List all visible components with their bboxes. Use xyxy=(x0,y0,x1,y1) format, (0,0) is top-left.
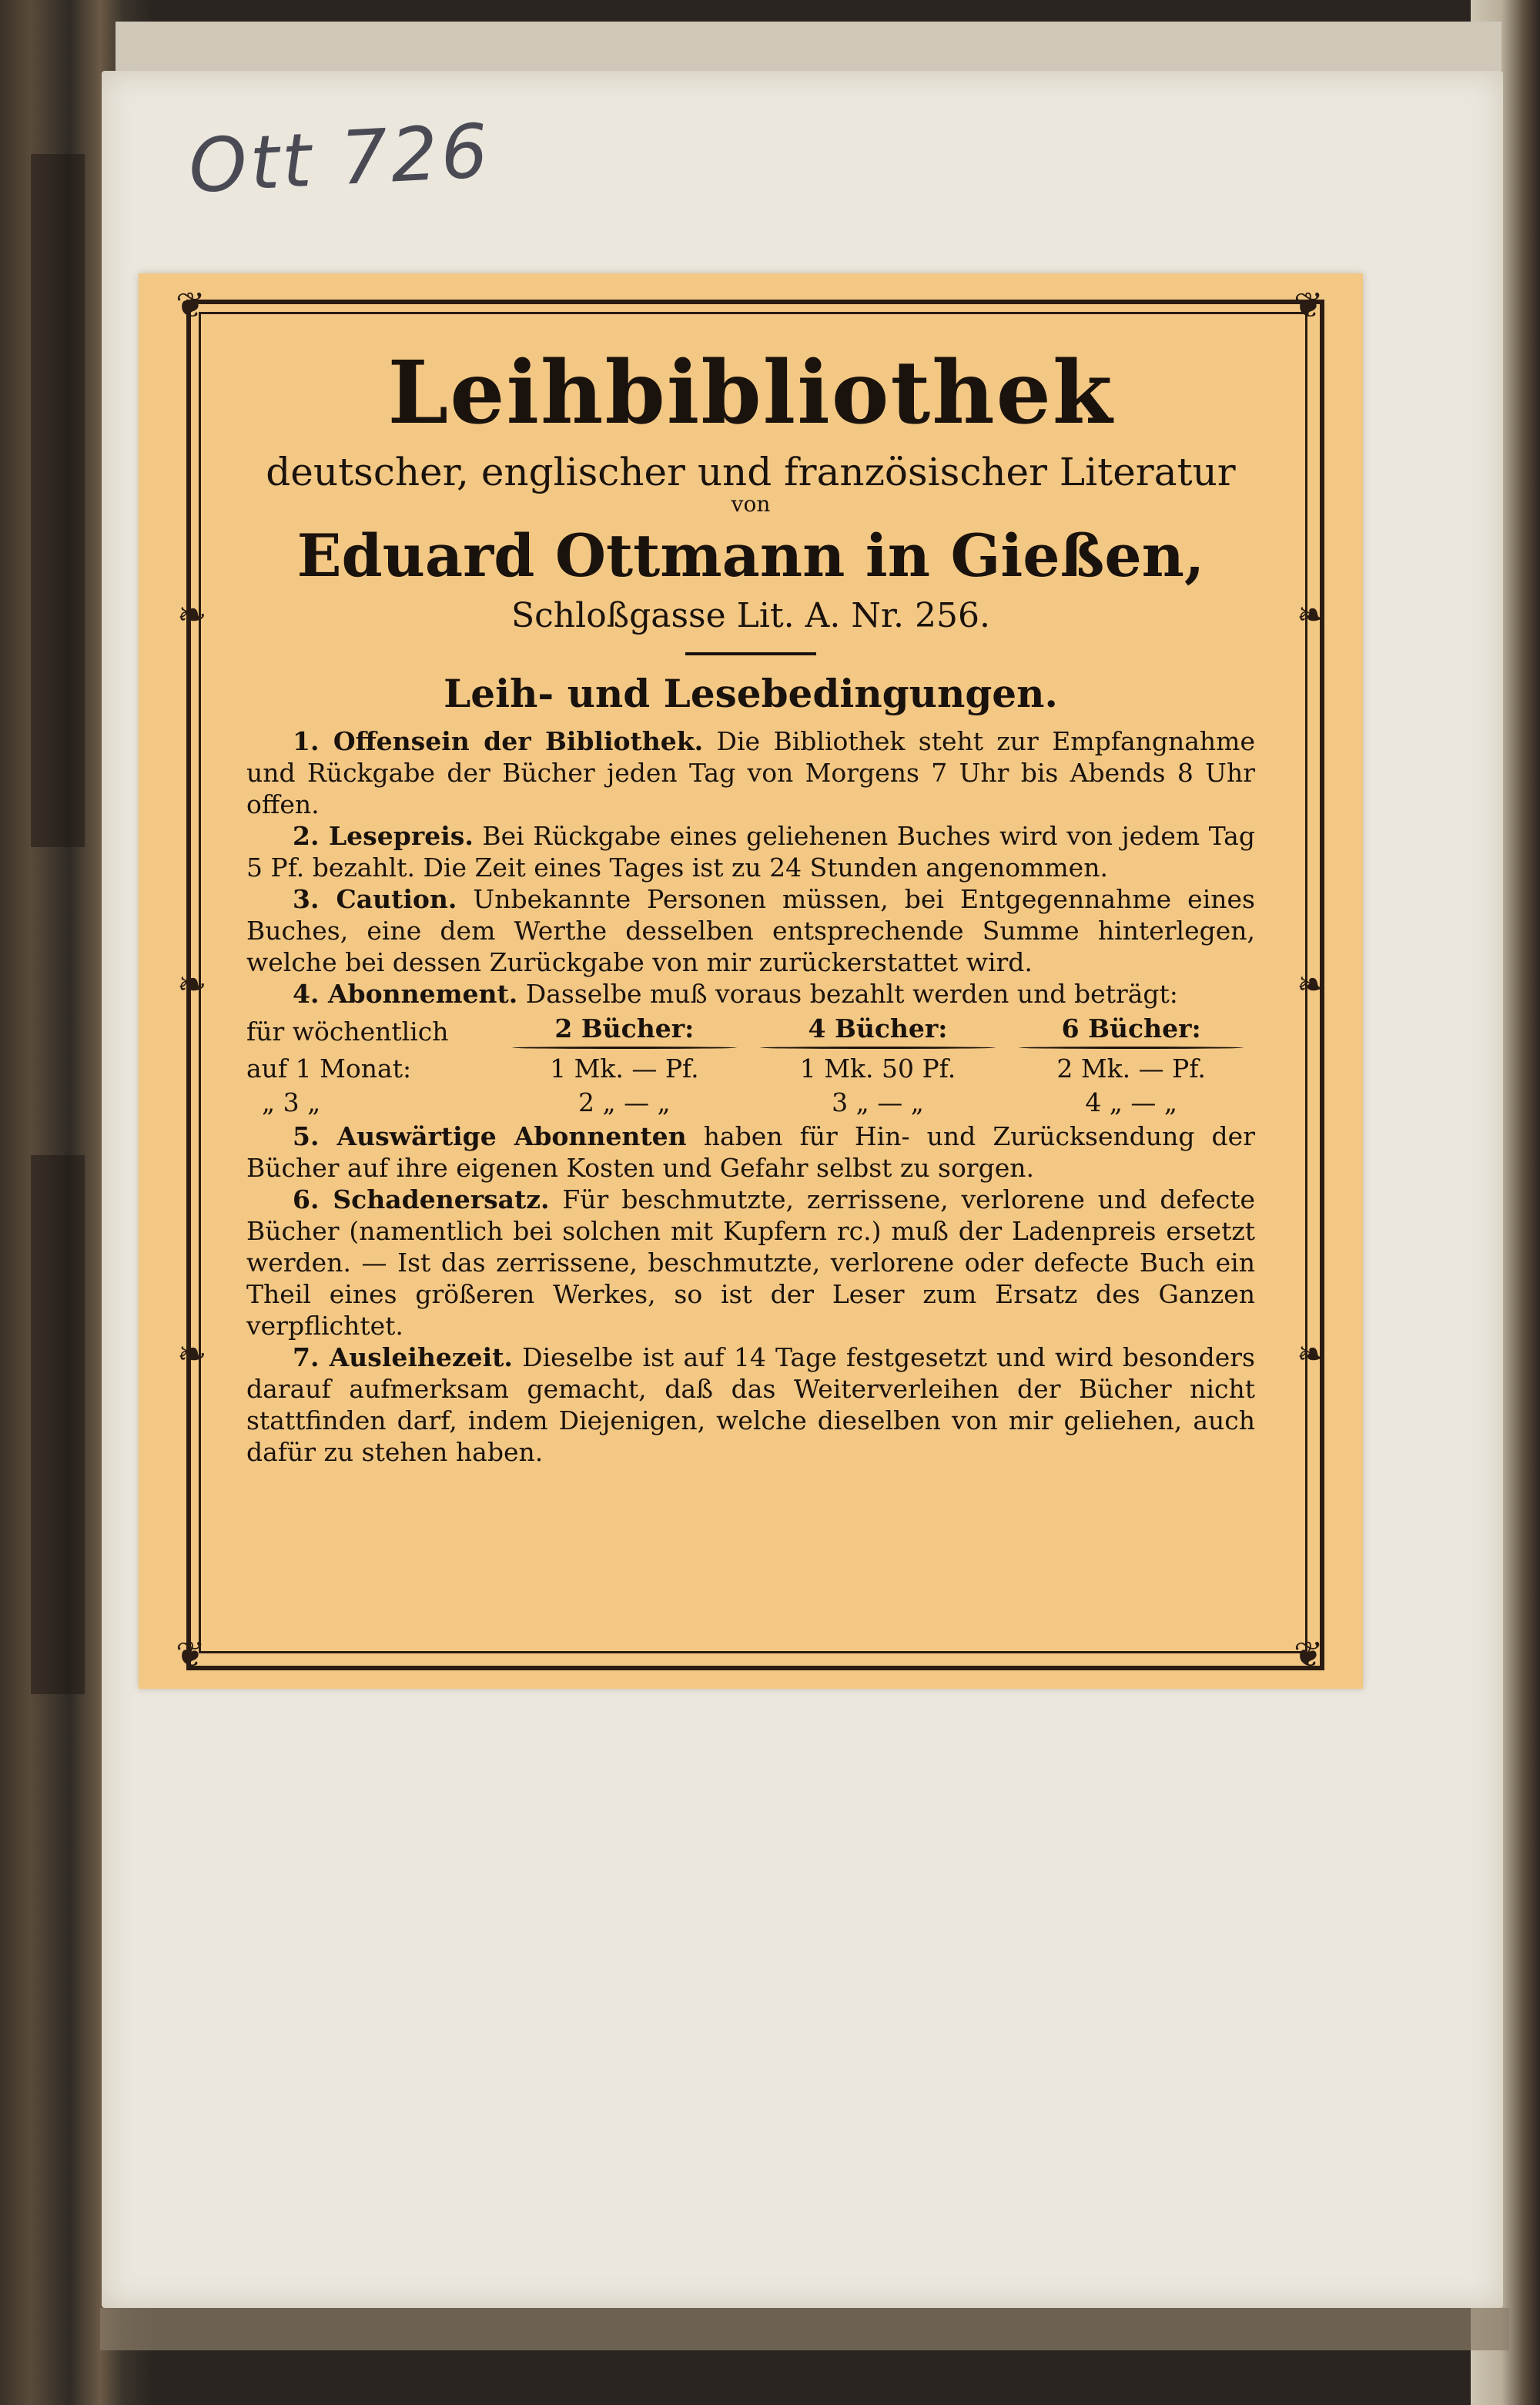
side-ornament-icon: ❧ xyxy=(1297,963,1327,1005)
conditions-heading: Leih- und Lesebedingungen. xyxy=(444,671,1058,716)
divider xyxy=(685,652,816,655)
side-ornament-icon: ❧ xyxy=(1297,1333,1327,1375)
rule-6-title: 6. Schadenersatz. xyxy=(293,1184,550,1214)
spine-wear xyxy=(31,1155,85,1694)
rule-2-title: 2. Lesepreis. xyxy=(293,821,474,851)
library-label xyxy=(139,273,1363,1689)
rule-3-title: 3. Caution. xyxy=(293,884,457,914)
table-cell-period: auf 1 Monat: xyxy=(246,1053,412,1084)
rule-2-text: Bei Rückgabe eines geliehenen Buches wird von jedem Tag 5 Pf. bezahlt. Die Zeit eines Tages ist zu 24 Stunden angenommen. xyxy=(246,821,1255,883)
side-ornament-icon: ❧ xyxy=(1297,594,1327,635)
rule-4-title: 4. Abonnement. xyxy=(293,979,518,1009)
rule-3-text: Unbekannte Personen müssen, bei Entgegennahme eines Buches, eine dem Werthe desselben entsprechende Summe hinterlegen, welche bei dessen Zurückgabe von mir zurückerstattet wird. xyxy=(246,884,1255,977)
rule-7 xyxy=(246,1342,1255,1468)
corner-ornament-icon: ❦ xyxy=(176,1633,206,1675)
table-cell: 1 Mk. 50 Pf. xyxy=(799,1053,956,1084)
side-ornament-icon: ❧ xyxy=(177,963,207,1005)
table-cell-period: „ 3 „ xyxy=(262,1087,321,1117)
label-subtitle: deutscher, englischer und französischer Literatur xyxy=(266,450,1236,494)
rule-3 xyxy=(246,883,1255,978)
side-ornament-icon: ❧ xyxy=(177,594,207,635)
handwritten-shelfmark: Ott 726 xyxy=(186,107,494,210)
table-header-row xyxy=(246,1011,1255,1051)
rule-5-text: haben für Hin- und Zurücksendung der Bücher auf ihre eigenen Kosten und Gefahr selbst zu sorgen. xyxy=(246,1121,1255,1183)
table-row-label-header: für wöchentlich xyxy=(246,1016,449,1047)
table-cell: 1 Mk. — Pf. xyxy=(550,1053,699,1084)
table-cell: 3 „ — „ xyxy=(832,1087,924,1117)
table-cell: 2 „ — „ xyxy=(578,1087,671,1117)
corner-ornament-icon: ❦ xyxy=(1294,284,1324,326)
paper-edge-bottom xyxy=(100,2308,1509,2350)
corner-ornament-icon: ❦ xyxy=(176,284,206,326)
rule-5-title: 5. Auswärtige Abonnenten xyxy=(293,1121,687,1151)
spine-wear xyxy=(31,154,85,847)
table-column-header: 6 Bücher: xyxy=(1007,1011,1255,1051)
rule-6 xyxy=(246,1184,1255,1342)
rule-5 xyxy=(246,1120,1255,1184)
table-column-header: 2 Bücher: xyxy=(500,1011,748,1051)
rule-6-text: Für beschmutzte, zerrissene, verlorene und defecte Bücher (namentlich bei solchen mit Kupfern rc.) muß der Ladenpreis ersetzt werden. — Ist das zerrissene, beschmutzte, verlorene oder defecte Buch ein Theil eines größeren Werkes, so ist der Leser zum Ersatz des Ganzen verpflichtet. xyxy=(246,1184,1255,1341)
subscription-table xyxy=(246,1011,1255,1119)
rule-4-text: Dasselbe muß voraus bezahlt werden und beträgt: xyxy=(525,979,1178,1009)
corner-ornament-icon: ❦ xyxy=(1294,1633,1324,1675)
label-content xyxy=(246,335,1255,1468)
paper-edge-top xyxy=(116,22,1502,71)
table-column-header: 4 Bücher: xyxy=(748,1011,1008,1051)
address: Schloßgasse Lit. A. Nr. 256. xyxy=(511,596,990,635)
label-title: Leihbibliothek xyxy=(387,343,1114,444)
side-ornament-icon: ❧ xyxy=(177,1333,207,1375)
rule-1-title: 1. Offensein der Bibliothek. xyxy=(293,726,704,756)
table-row xyxy=(246,1051,1255,1085)
rule-7-text: Dieselbe ist auf 14 Tage festgesetzt und wird besonders darauf aufmerksam gemacht, daß das Weiterverleihen der Bücher nicht stattfinden darf, indem Diejenigen, welche dieselben von mir geliehen, auch dafür zu stehen haben. xyxy=(246,1342,1255,1467)
proprietor-name: Eduard Ottmann in Gießen, xyxy=(296,521,1205,590)
table-cell: 4 „ — „ xyxy=(1085,1087,1177,1117)
table-row xyxy=(246,1085,1255,1119)
rule-2 xyxy=(246,820,1255,883)
rule-7-title: 7. Ausleihezeit. xyxy=(293,1342,513,1372)
rule-4 xyxy=(246,978,1255,1010)
table-cell: 2 Mk. — Pf. xyxy=(1056,1053,1206,1084)
rule-1-text: Die Bibliothek steht zur Empfangnahme und Rückgabe der Bücher jeden Tag von Morgens 7 Uhr bis Abends 8 Uhr offen. xyxy=(246,726,1255,819)
rule-1 xyxy=(246,725,1255,820)
label-von: von xyxy=(731,491,771,517)
